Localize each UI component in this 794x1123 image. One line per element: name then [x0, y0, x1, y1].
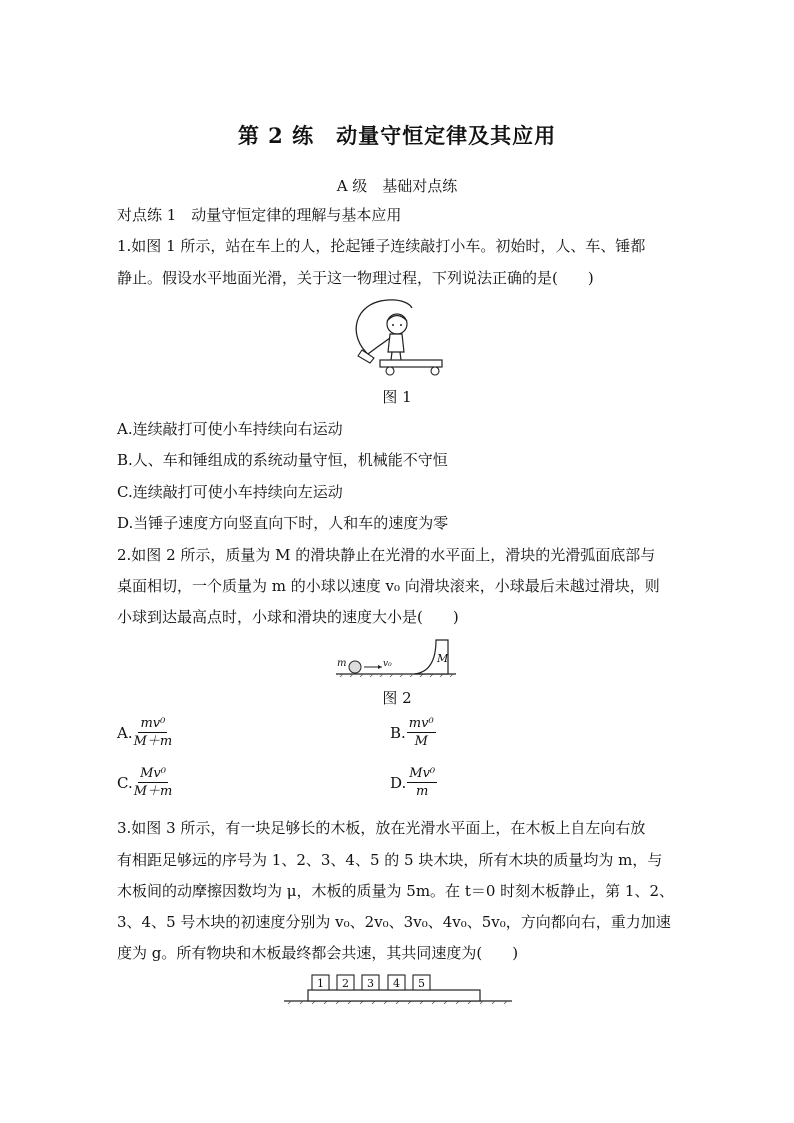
fig2-M-label: M: [437, 652, 449, 665]
page-title: 第 2 练 动量守恒定律及其应用: [237, 123, 557, 148]
q2-option-d-letter: D.: [390, 773, 407, 792]
q2-option-c-letter: C.: [117, 773, 133, 792]
q2-option-d: [390, 766, 437, 799]
q1-option-c: C.连续敲打可使小车持续向左运动: [117, 483, 343, 501]
q1-line-2: 静止。假设水平地面光滑，关于这一物理过程，下列说法正确的是( ): [117, 269, 594, 287]
q2-option-a-letter: A.: [117, 723, 133, 742]
q2-option-a: [117, 716, 172, 749]
block-label-1: 1: [317, 977, 324, 990]
q2-option-c-numerator: Mv⁰: [140, 766, 166, 781]
q2-option-c-denominator: M＋m: [133, 784, 173, 799]
fig2-m-label: m: [337, 658, 347, 669]
q2-line-3: 小球到达最高点时，小球和滑块的速度大小是( ): [117, 608, 459, 626]
block-label-4: 4: [393, 977, 400, 990]
q2-option-d-numerator: Mv⁰: [409, 766, 436, 781]
fig2-v0-label: v₀: [383, 659, 392, 669]
q1-option-a: A.连续敲打可使小车持续向右运动: [117, 420, 343, 438]
figure-3-blocks-on-board: [284, 970, 514, 1006]
q1-option-b: B.人、车和锤组成的系统动量守恒，机械能不守恒: [117, 451, 448, 469]
q2-line-2: 桌面相切，一个质量为 m 的小球以速度 v₀ 向滑块滚来，小球最后未越过滑块，则: [117, 577, 660, 595]
q3-line-2: 有相距足够远的序号为 1、2、3、4、5 的 5 块木块，所有木块的质量均为 m，与: [117, 851, 663, 869]
q2-option-c: [117, 766, 172, 799]
figure-2-caption: 图 2: [382, 689, 412, 707]
q3-line-4: 3、4、5 号木块的初速度分别为 v₀、2v₀、3v₀、4v₀、5v₀，方向都向右，重力加速: [117, 913, 671, 931]
q3-line-1: 3.如图 3 所示，有一块足够长的木板，放在光滑水平面上，在木板上自左向右放: [117, 819, 646, 837]
q2-option-b-denominator: M: [414, 734, 428, 749]
q3-line-5: 度为 g。所有物块和木板最终都会共速，其共同速度为( ): [117, 944, 519, 962]
q2-line-1: 2.如图 2 所示，质量为 M 的滑块静止在光滑的水平面上，滑块的光滑弧面底部与: [117, 546, 656, 564]
q3-line-3: 木板间的动摩擦因数均为 μ，木板的质量为 5m。在 t＝0 时刻木板静止，第 1、2、: [117, 882, 675, 900]
q2-option-d-denominator: m: [416, 784, 429, 799]
q2-option-b-numerator: mv⁰: [408, 716, 434, 731]
q1-option-d: D.当锤子速度方向竖直向下时，人和车的速度为零: [117, 514, 449, 532]
q2-option-b: [390, 716, 436, 749]
figure-2-ball-slider: [334, 634, 460, 680]
q2-option-a-numerator: mv⁰: [140, 716, 166, 731]
q1-line-1: 1.如图 1 所示，站在车上的人，抡起锤子连续敲打小车。初始时，人、车、锤都: [117, 237, 646, 255]
block-label-5: 5: [418, 977, 425, 990]
block-label-3: 3: [367, 977, 374, 990]
figure-1-caption: 图 1: [382, 388, 412, 406]
figure-1-person-hammer-cart: [340, 296, 450, 380]
block-label-2: 2: [342, 977, 349, 990]
section-heading: 对点练 1 动量守恒定律的理解与基本应用: [117, 206, 402, 224]
q2-option-b-letter: B.: [390, 723, 406, 742]
q2-option-a-denominator: M＋m: [133, 734, 173, 749]
level-heading: A 级 基础对点练: [336, 177, 458, 195]
